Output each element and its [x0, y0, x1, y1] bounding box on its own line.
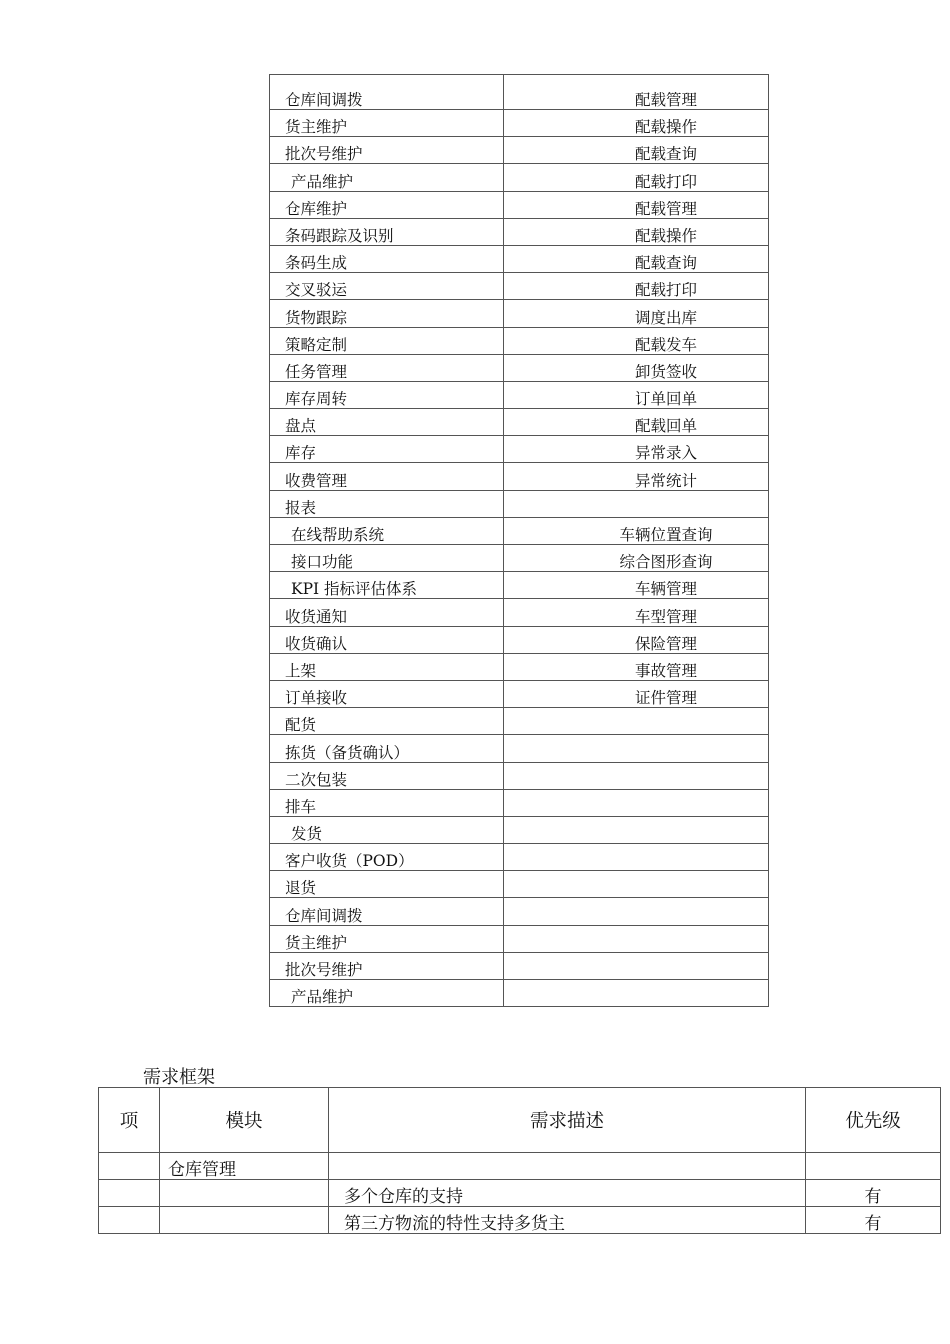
function-right-cell: [504, 245, 769, 272]
function-left-label: 拣货（备货确认）: [285, 743, 410, 762]
function-right-cell: [504, 490, 769, 517]
requirements-table: [98, 1087, 941, 1234]
function-right-label: 异常统计: [634, 471, 697, 490]
requirement-priority-cell: [806, 1153, 941, 1180]
function-right-cell: [504, 517, 769, 544]
function-right-cell: [504, 218, 769, 245]
function-left-label: 收货确认: [285, 634, 348, 653]
function-row: [270, 463, 769, 490]
function-right-cell: [504, 300, 769, 327]
function-right-label: 配载查询: [634, 145, 697, 164]
function-left-label: KPI 指标评估体系: [291, 580, 418, 599]
function-right-cell: [504, 735, 769, 762]
function-row: [270, 680, 769, 707]
function-right-cell: [504, 381, 769, 408]
function-left-label: 货物跟踪: [285, 308, 348, 327]
header-priority: 优先级: [806, 1088, 941, 1153]
function-right-label: 综合图形查询: [619, 553, 713, 572]
function-left-cell: [270, 735, 504, 762]
function-right-cell: [504, 545, 769, 572]
requirement-module-cell: 仓库管理: [160, 1153, 329, 1180]
function-right-label: 保险管理: [634, 634, 697, 653]
function-left-label: 二次包装: [285, 770, 348, 789]
function-left-cell: [270, 980, 504, 1007]
function-left-cell: [270, 463, 504, 490]
requirement-item-cell: [99, 1207, 160, 1234]
function-row: [270, 545, 769, 572]
requirements-body: [99, 1153, 941, 1234]
function-left-label: 批次号维护: [285, 961, 363, 979]
function-left-label: 策略定制: [285, 335, 348, 354]
function-right-cell: [504, 789, 769, 816]
function-left-cell: [270, 816, 504, 843]
function-row: [270, 952, 769, 979]
function-right-label: 车型管理: [634, 607, 697, 626]
function-right-label: 配载发车: [634, 335, 697, 354]
function-row: [270, 898, 769, 925]
function-row: [270, 789, 769, 816]
function-left-cell: [270, 952, 504, 979]
function-row: [270, 572, 769, 599]
requirements-header-row: [99, 1088, 941, 1153]
function-left-cell: [270, 653, 504, 680]
function-row: [270, 327, 769, 354]
header-module: 模块: [160, 1088, 329, 1153]
function-right-cell: [504, 110, 769, 137]
function-right-cell: [504, 436, 769, 463]
function-left-label: 接口功能: [291, 553, 354, 572]
function-left-cell: [270, 164, 504, 191]
function-left-cell: [270, 844, 504, 871]
function-right-cell: [504, 599, 769, 626]
requirement-description-cell: 多个仓库的支持: [329, 1180, 806, 1207]
function-right-cell: [504, 871, 769, 898]
requirement-priority-cell: 有: [806, 1207, 941, 1234]
function-row: [270, 75, 769, 110]
function-left-cell: [270, 490, 504, 517]
function-left-label: 盘点: [285, 417, 317, 436]
function-left-label: 产品维护: [291, 172, 354, 191]
function-right-label: 调度出库: [634, 308, 697, 327]
function-left-label: 在线帮助系统: [291, 526, 385, 544]
function-row: [270, 300, 769, 327]
function-right-cell: [504, 708, 769, 735]
function-row: [270, 164, 769, 191]
function-row: [270, 626, 769, 653]
function-right-label: 配载操作: [634, 118, 697, 137]
function-right-cell: [504, 626, 769, 653]
function-row: [270, 218, 769, 245]
function-left-label: 退货: [285, 879, 317, 898]
function-right-cell: [504, 273, 769, 300]
function-left-cell: [270, 273, 504, 300]
function-left-cell: [270, 599, 504, 626]
function-right-cell: [504, 572, 769, 599]
function-right-cell: [504, 762, 769, 789]
requirement-item-cell: [99, 1180, 160, 1207]
function-left-label: 配货: [285, 716, 317, 735]
function-row: [270, 409, 769, 436]
function-left-cell: [270, 436, 504, 463]
function-right-label: 车辆管理: [634, 580, 697, 599]
function-right-cell: [504, 75, 769, 110]
function-left-label: 仓库间调拨: [285, 906, 363, 925]
function-left-cell: [270, 75, 504, 110]
requirement-row: [99, 1153, 941, 1180]
function-row: [270, 844, 769, 871]
function-left-label: 货主维护: [285, 118, 348, 137]
function-left-label: 发货: [291, 825, 323, 844]
section-title: 需求框架: [143, 1067, 215, 1088]
requirement-description-cell: [329, 1153, 806, 1180]
function-left-cell: [270, 218, 504, 245]
function-row: [270, 191, 769, 218]
function-left-label: 条码生成: [285, 254, 348, 273]
function-right-cell: [504, 137, 769, 164]
function-left-label: 条码跟踪及识别: [285, 226, 394, 245]
function-row: [270, 110, 769, 137]
function-left-cell: [270, 327, 504, 354]
function-left-cell: [270, 572, 504, 599]
function-left-cell: [270, 354, 504, 381]
function-right-label: 配载管理: [634, 91, 697, 109]
function-row: [270, 599, 769, 626]
function-row: [270, 762, 769, 789]
function-right-cell: [504, 409, 769, 436]
function-left-label: 订单接收: [285, 689, 348, 708]
function-right-cell: [504, 354, 769, 381]
function-right-cell: [504, 463, 769, 490]
function-left-cell: [270, 871, 504, 898]
function-list-table: [269, 74, 769, 1007]
function-left-cell: [270, 680, 504, 707]
function-left-cell: [270, 626, 504, 653]
function-right-label: 配载查询: [634, 254, 697, 273]
function-left-label: 上架: [285, 661, 317, 680]
function-left-cell: [270, 245, 504, 272]
requirement-module-cell: [160, 1180, 329, 1207]
function-row: [270, 137, 769, 164]
function-left-label: 库存周转: [285, 390, 348, 409]
requirement-module-cell: [160, 1207, 329, 1234]
function-right-cell: [504, 952, 769, 979]
function-left-label: 批次号维护: [285, 145, 363, 164]
function-left-cell: [270, 191, 504, 218]
requirement-row: [99, 1207, 941, 1234]
function-right-cell: [504, 680, 769, 707]
function-row: [270, 517, 769, 544]
function-left-cell: [270, 898, 504, 925]
requirement-description-cell: 第三方物流的特性支持多货主: [329, 1207, 806, 1234]
function-left-label: 报表: [285, 498, 317, 517]
function-right-cell: [504, 898, 769, 925]
function-row: [270, 436, 769, 463]
function-left-label: 库存: [285, 444, 317, 463]
function-left-cell: [270, 545, 504, 572]
function-row: [270, 871, 769, 898]
function-row: [270, 816, 769, 843]
function-right-cell: [504, 925, 769, 952]
function-left-label: 排车: [285, 797, 317, 816]
function-row: [270, 735, 769, 762]
function-right-label: 配载打印: [634, 172, 697, 191]
function-right-cell: [504, 327, 769, 354]
function-right-label: 车辆位置查询: [619, 526, 713, 544]
requirement-row: [99, 1180, 941, 1207]
function-left-label: 交叉驳运: [285, 281, 348, 300]
function-row: [270, 653, 769, 680]
function-left-cell: [270, 381, 504, 408]
function-list-body: [270, 75, 769, 1007]
function-left-cell: [270, 300, 504, 327]
function-left-label: 仓库维护: [285, 199, 348, 218]
function-left-cell: [270, 925, 504, 952]
requirement-item-cell: [99, 1153, 160, 1180]
function-row: [270, 245, 769, 272]
function-right-label: 异常录入: [634, 444, 697, 463]
function-row: [270, 354, 769, 381]
function-row: [270, 490, 769, 517]
function-right-label: 订单回单: [634, 390, 697, 409]
function-left-cell: [270, 762, 504, 789]
function-right-label: 卸货签收: [634, 362, 697, 381]
function-left-cell: [270, 517, 504, 544]
function-left-cell: [270, 409, 504, 436]
function-row: [270, 708, 769, 735]
function-right-cell: [504, 980, 769, 1007]
function-right-label: 配载管理: [634, 199, 697, 218]
function-left-cell: [270, 708, 504, 735]
function-row: [270, 273, 769, 300]
function-left-label: 收费管理: [285, 471, 348, 490]
function-right-label: 配载操作: [634, 226, 697, 245]
function-right-cell: [504, 844, 769, 871]
function-left-label: 客户收货（POD）: [285, 852, 414, 871]
requirement-priority-cell: 有: [806, 1180, 941, 1207]
function-left-label: 产品维护: [291, 988, 354, 1007]
function-right-label: 证件管理: [634, 689, 697, 708]
function-left-cell: [270, 137, 504, 164]
function-right-cell: [504, 653, 769, 680]
function-right-cell: [504, 191, 769, 218]
function-left-label: 任务管理: [285, 362, 348, 381]
header-description: 需求描述: [329, 1088, 806, 1153]
function-right-label: 事故管理: [634, 661, 697, 680]
header-item: 项: [99, 1088, 160, 1153]
function-left-label: 收货通知: [285, 607, 348, 626]
function-row: [270, 980, 769, 1007]
function-right-label: 配载回单: [634, 417, 697, 436]
function-left-label: 仓库间调拨: [285, 91, 363, 109]
function-row: [270, 925, 769, 952]
function-left-label: 货主维护: [285, 933, 348, 952]
function-right-cell: [504, 164, 769, 191]
function-row: [270, 381, 769, 408]
function-left-cell: [270, 110, 504, 137]
function-right-cell: [504, 816, 769, 843]
function-left-cell: [270, 789, 504, 816]
function-right-label: 配载打印: [634, 281, 697, 300]
